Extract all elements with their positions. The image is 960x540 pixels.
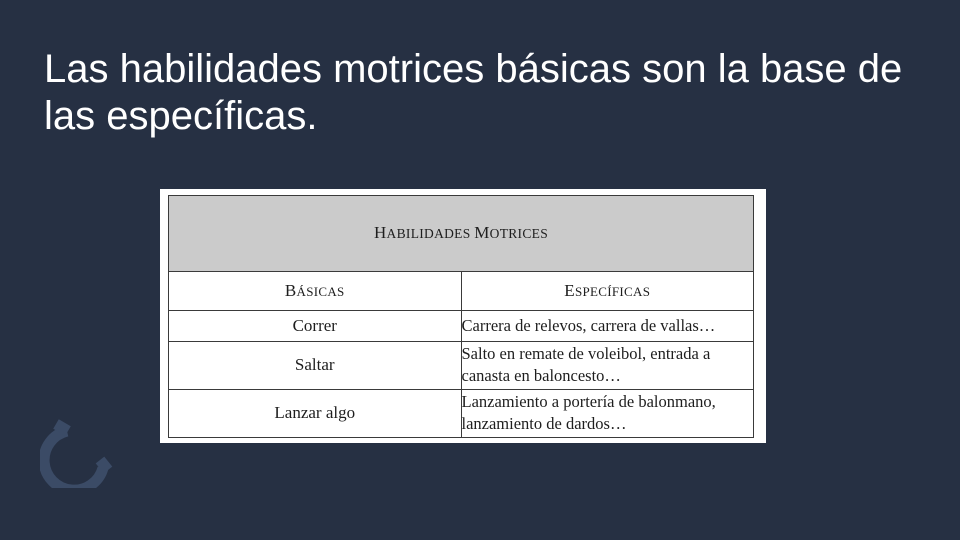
table-row xyxy=(169,311,754,342)
slide-title: Las habilidades motrices básicas son la base de las específicas. xyxy=(44,47,903,138)
specific-skill-cell: Salto en remate de voleibol, entrada a canasta en baloncesto… xyxy=(461,341,754,389)
basic-skill-cell: Lanzar algo xyxy=(169,389,462,437)
skills-table-image xyxy=(160,189,766,443)
table-caption xyxy=(169,196,754,272)
column-header-especificas xyxy=(461,271,754,311)
decorative-logo-icon xyxy=(40,418,116,488)
table-row xyxy=(169,341,754,389)
basic-skill-cell: Saltar xyxy=(169,341,462,389)
table-header-row xyxy=(169,196,754,272)
column-header-basicas xyxy=(169,271,462,311)
specific-skill-cell: Carrera de relevos, carrera de vallas… xyxy=(461,311,754,342)
skills-table xyxy=(168,195,754,438)
column-header-especificas-text: ESPECÍFICAS xyxy=(564,280,651,300)
column-header-row xyxy=(169,271,754,311)
specific-skill-cell: Lanzamiento a portería de balonmano, lanzamiento de dardos… xyxy=(461,389,754,437)
basic-skill-cell: Correr xyxy=(169,311,462,342)
table-row xyxy=(169,389,754,437)
column-header-basicas-text: BÁSICAS xyxy=(284,280,345,300)
table-caption-text: HABILIDADES MOTRICES xyxy=(373,223,549,243)
